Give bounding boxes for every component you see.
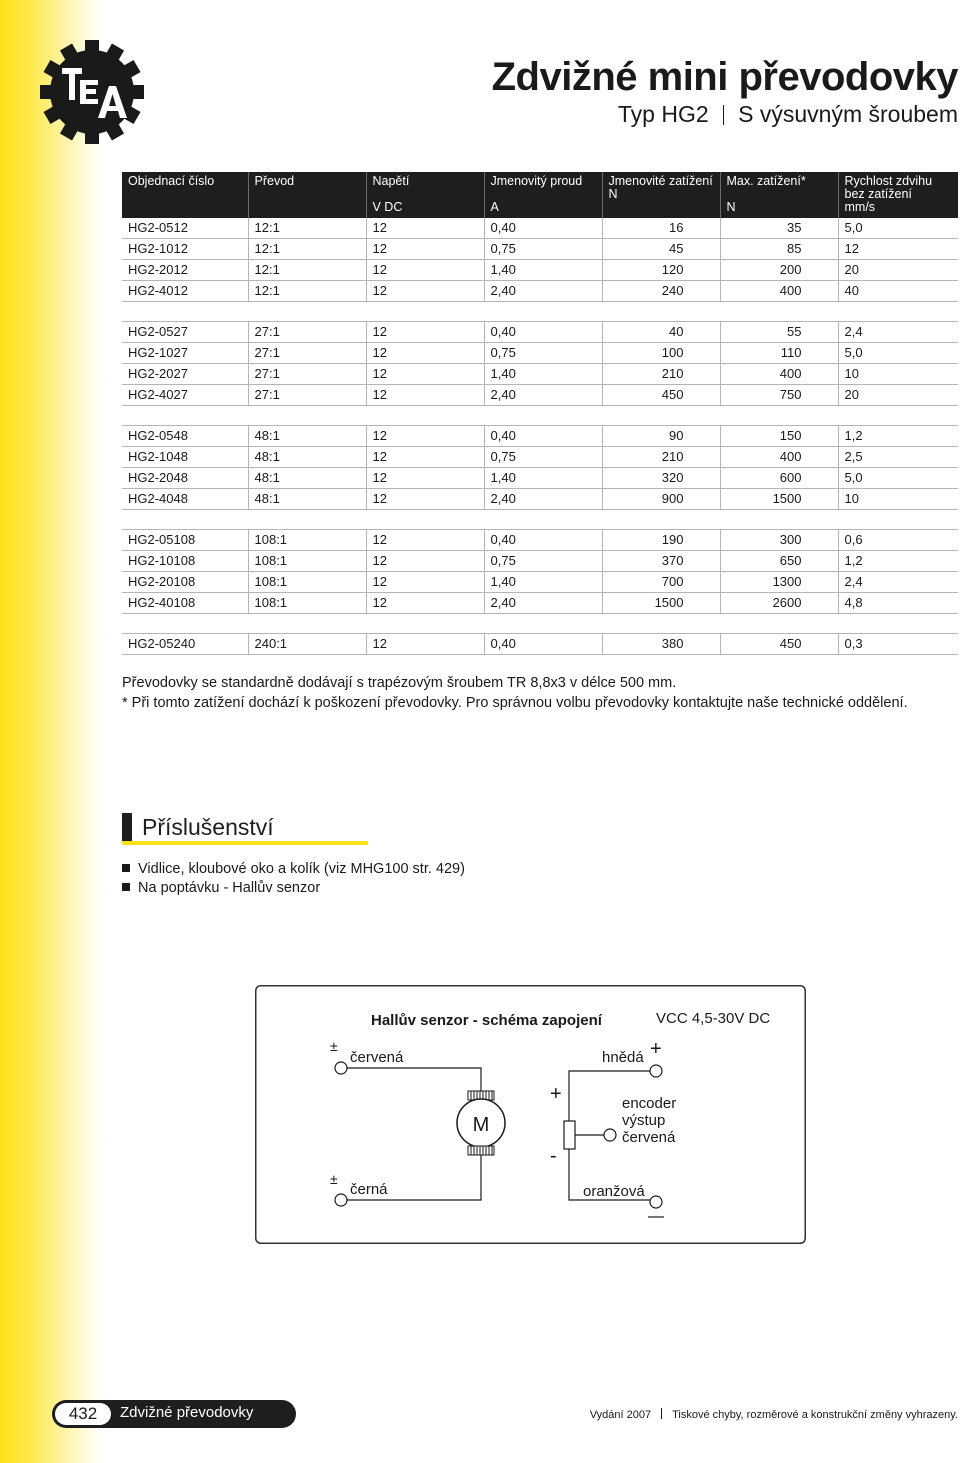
table-group-gap [122, 614, 958, 634]
wire-red-label: červená [350, 1049, 404, 1066]
terminal-brown [650, 1065, 662, 1077]
table-cell: 20 [838, 260, 958, 281]
table-cell: 40 [602, 322, 720, 343]
table-row [122, 572, 958, 593]
table-row [122, 322, 958, 343]
table-cell: 5,0 [838, 218, 958, 239]
table-row [122, 239, 958, 260]
table-cell: 0,40 [484, 426, 602, 447]
footer-section-pill [52, 1400, 296, 1428]
header-max-load: Max. zatížení* N [720, 172, 838, 218]
table-row [122, 281, 958, 302]
bullet-square-icon [122, 883, 130, 891]
encoder-line-3: červená [622, 1129, 676, 1146]
table-cell: 12:1 [248, 239, 366, 260]
diagram-title: Hallův senzor - schéma zapojení [371, 1012, 602, 1029]
table-cell: 0,75 [484, 551, 602, 572]
table-cell: 2,4 [838, 322, 958, 343]
table-cell: 85 [720, 239, 838, 260]
table-cell: 150 [720, 426, 838, 447]
table-cell: 320 [602, 468, 720, 489]
table-cell: 20 [838, 385, 958, 406]
table-cell: 1300 [720, 572, 838, 593]
table-cell: 12 [366, 218, 484, 239]
table-cell: 48:1 [248, 447, 366, 468]
table-cell: 1500 [602, 593, 720, 614]
table-cell: HG2-10108 [122, 551, 248, 572]
table-cell: 0,75 [484, 239, 602, 260]
table-cell: 450 [602, 385, 720, 406]
table-cell: 0,40 [484, 218, 602, 239]
table-cell: 48:1 [248, 489, 366, 510]
table-cell: 240 [602, 281, 720, 302]
table-cell: 55 [720, 322, 838, 343]
table-row [122, 593, 958, 614]
table-cell: 700 [602, 572, 720, 593]
table-cell: 12 [366, 593, 484, 614]
accessories-heading [122, 813, 368, 845]
list-item: Na poptávku - Hallův senzor [122, 879, 465, 898]
table-cell: 370 [602, 551, 720, 572]
table-cell: 16 [602, 218, 720, 239]
wire-orange-label: oranžová [583, 1183, 645, 1200]
table-cell: 300 [720, 530, 838, 551]
table-cell: 27:1 [248, 364, 366, 385]
footer-edition: Vydání 2007 [589, 1409, 652, 1421]
table-cell: 108:1 [248, 572, 366, 593]
table-cell: 0,75 [484, 447, 602, 468]
table-cell: 900 [602, 489, 720, 510]
accessories-title: Příslušenství [142, 814, 274, 840]
table-cell: 35 [720, 218, 838, 239]
header-order-number: Objednací číslo [122, 172, 248, 218]
subtitle-separator [723, 105, 725, 125]
table-cell: 0,40 [484, 634, 602, 655]
table-cell: 240:1 [248, 634, 366, 655]
encoder-line-2: výstup [622, 1112, 666, 1129]
table-cell: HG2-2048 [122, 468, 248, 489]
table-cell: 650 [720, 551, 838, 572]
sensor-plus: + [550, 1083, 562, 1105]
terminal-encoder [604, 1129, 616, 1141]
table-cell: HG2-4048 [122, 489, 248, 510]
table-cell: 2,4 [838, 572, 958, 593]
table-cell: 400 [720, 281, 838, 302]
table-cell: 12 [366, 447, 484, 468]
table-cell: 120 [602, 260, 720, 281]
yellow-side-strip [0, 0, 100, 1463]
footer-disclaimer: Tiskové chyby, rozměrové a konstrukční změny vyhrazeny. [672, 1409, 958, 1421]
table-row [122, 426, 958, 447]
table-cell: HG2-40108 [122, 593, 248, 614]
table-cell: 1,40 [484, 260, 602, 281]
table-cell: HG2-1012 [122, 239, 248, 260]
table-row [122, 468, 958, 489]
table-cell: 12 [366, 634, 484, 655]
header-rated-load: Jmenovité zatížení N [602, 172, 720, 218]
page-number: 432 [55, 1403, 111, 1425]
table-row [122, 364, 958, 385]
table-cell: HG2-4027 [122, 385, 248, 406]
table-cell: 0,40 [484, 322, 602, 343]
table-notes [122, 673, 908, 713]
table-cell: 12 [366, 385, 484, 406]
table-cell: 108:1 [248, 593, 366, 614]
table-cell: 12 [366, 489, 484, 510]
diagram-vcc: VCC 4,5-30V DC [656, 1010, 771, 1027]
page-subtitle [618, 101, 958, 128]
table-cell: 45 [602, 239, 720, 260]
table-cell: HG2-0527 [122, 322, 248, 343]
header-voltage: Napětí V DC [366, 172, 484, 218]
heading-marker [122, 813, 132, 841]
table-cell: 1,2 [838, 426, 958, 447]
table-row [122, 447, 958, 468]
table-cell: 27:1 [248, 385, 366, 406]
subtitle-variant: S výsuvným šroubem [738, 101, 958, 127]
table-cell: 400 [720, 447, 838, 468]
table-cell: 0,3 [838, 634, 958, 655]
table-cell: HG2-4012 [122, 281, 248, 302]
table-cell: HG2-05240 [122, 634, 248, 655]
table-cell: 110 [720, 343, 838, 364]
table-cell: 12:1 [248, 218, 366, 239]
table-cell: 380 [602, 634, 720, 655]
table-cell: 27:1 [248, 343, 366, 364]
bullet-square-icon [122, 864, 130, 872]
table-cell: HG2-0512 [122, 218, 248, 239]
table-cell: 0,6 [838, 530, 958, 551]
table-row [122, 530, 958, 551]
table-cell: 40 [838, 281, 958, 302]
table-cell: 12 [366, 322, 484, 343]
wire-brown-label: hnědá [602, 1049, 644, 1066]
table-cell: 12 [366, 572, 484, 593]
table-cell: 2600 [720, 593, 838, 614]
table-cell: 210 [602, 364, 720, 385]
table-cell: 48:1 [248, 468, 366, 489]
wire-black-label: černá [350, 1181, 388, 1198]
hall-sensor-wiring-diagram [255, 985, 806, 1244]
table-cell: 2,40 [484, 281, 602, 302]
table-cell: 190 [602, 530, 720, 551]
header-ratio: Převod [248, 172, 366, 218]
table-cell: 12 [366, 260, 484, 281]
table-cell: 1,40 [484, 364, 602, 385]
table-cell: 12 [366, 426, 484, 447]
table-cell: 12:1 [248, 281, 366, 302]
table-cell: 1,40 [484, 572, 602, 593]
footer-separator [661, 1408, 662, 1419]
spec-table-body [122, 218, 958, 655]
table-row [122, 489, 958, 510]
table-cell: 100 [602, 343, 720, 364]
table-cell: 400 [720, 364, 838, 385]
list-item: Vidlice, kloubové oko a kolík (viz MHG100 str. 429) [122, 860, 465, 879]
table-cell: HG2-2012 [122, 260, 248, 281]
table-row [122, 260, 958, 281]
table-cell: 2,5 [838, 447, 958, 468]
table-header-row [122, 172, 958, 218]
table-cell: 90 [602, 426, 720, 447]
subtitle-type: Typ HG2 [617, 101, 709, 127]
motor-label: M [472, 1114, 490, 1136]
table-cell: 2,40 [484, 489, 602, 510]
table-cell: 12 [366, 530, 484, 551]
accessories-list [122, 860, 465, 898]
spec-table [122, 172, 958, 655]
hall-sensor-element [564, 1121, 575, 1149]
sensor-minus: - [550, 1145, 557, 1167]
table-cell: 5,0 [838, 343, 958, 364]
table-cell: 210 [602, 447, 720, 468]
table-cell: 5,0 [838, 468, 958, 489]
table-row [122, 218, 958, 239]
table-cell: 12 [366, 239, 484, 260]
table-cell: 48:1 [248, 426, 366, 447]
pm-black-symbol: ± [330, 1171, 338, 1187]
table-cell: 0,40 [484, 530, 602, 551]
table-cell: HG2-05108 [122, 530, 248, 551]
table-cell: 1,2 [838, 551, 958, 572]
table-row [122, 343, 958, 364]
table-cell: HG2-2027 [122, 364, 248, 385]
table-cell: 0,75 [484, 343, 602, 364]
tea-logo-gear-icon [40, 40, 144, 144]
table-cell: HG2-1048 [122, 447, 248, 468]
encoder-line-1: encoder [622, 1095, 677, 1112]
table-cell: HG2-0548 [122, 426, 248, 447]
table-cell: 12 [838, 239, 958, 260]
pm-red-symbol: ± [330, 1038, 338, 1054]
note-max-load: * Při tomto zatížení dochází k poškození převodovky. Pro správnou volbu převodovky kontaktujte naše technické oddělení. [122, 695, 908, 711]
footer-info [590, 1408, 958, 1421]
table-cell: 2,40 [484, 385, 602, 406]
table-group-gap [122, 302, 958, 322]
table-group-gap [122, 510, 958, 530]
table-cell: 12 [366, 343, 484, 364]
table-cell: HG2-20108 [122, 572, 248, 593]
table-cell: 4,8 [838, 593, 958, 614]
table-cell: 12 [366, 364, 484, 385]
brown-plus: + [650, 1038, 662, 1060]
table-cell: 108:1 [248, 551, 366, 572]
footer-section-label: Zdvižné převodovky [120, 1404, 254, 1421]
table-cell: 200 [720, 260, 838, 281]
table-cell: 12 [366, 468, 484, 489]
table-row [122, 634, 958, 655]
terminal-black [335, 1194, 347, 1206]
table-cell: 450 [720, 634, 838, 655]
table-cell: 12 [366, 551, 484, 572]
table-cell: 600 [720, 468, 838, 489]
table-cell: 1500 [720, 489, 838, 510]
terminal-orange [650, 1196, 662, 1208]
page-title: Zdvižné mini převodovky [491, 55, 958, 99]
table-cell: HG2-1027 [122, 343, 248, 364]
header-speed: Rychlost zdvihu bez zatížení mm/s [838, 172, 958, 218]
table-group-gap [122, 406, 958, 426]
header-rated-current: Jmenovitý proud A [484, 172, 602, 218]
table-row [122, 551, 958, 572]
table-cell: 750 [720, 385, 838, 406]
table-cell: 12:1 [248, 260, 366, 281]
note-standard-screw: Převodovky se standardně dodávají s trapézovým šroubem TR 8,8x3 v délce 500 mm. [122, 675, 677, 691]
table-cell: 27:1 [248, 322, 366, 343]
table-cell: 1,40 [484, 468, 602, 489]
table-cell: 10 [838, 364, 958, 385]
table-cell: 2,40 [484, 593, 602, 614]
table-cell: 108:1 [248, 530, 366, 551]
table-cell: 10 [838, 489, 958, 510]
terminal-red [335, 1062, 347, 1074]
table-row [122, 385, 958, 406]
table-cell: 12 [366, 281, 484, 302]
